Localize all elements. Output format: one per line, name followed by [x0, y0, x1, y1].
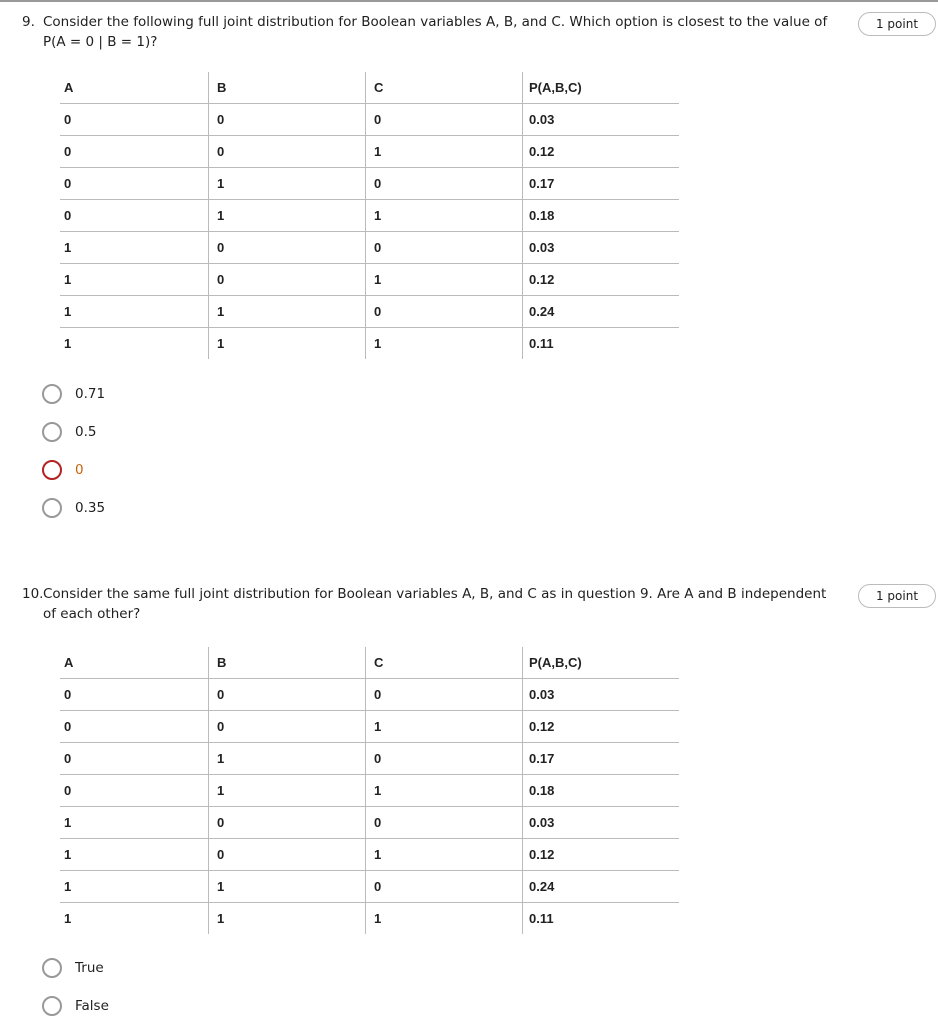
table-row: [60, 871, 679, 903]
table-cell: 0.18: [523, 200, 680, 232]
table-header-row: [60, 647, 679, 679]
table-cell: 0.17: [523, 168, 680, 200]
table-cell: 1: [209, 743, 366, 775]
table-cell: 0: [209, 264, 366, 296]
table-cell: 0.12: [523, 711, 680, 743]
column-header: A: [60, 647, 209, 679]
radio-button[interactable]: [42, 384, 62, 404]
answer-option[interactable]: [42, 384, 105, 404]
table-cell: 0: [209, 232, 366, 264]
table-cell: 1: [366, 200, 523, 232]
table-cell: 0: [60, 775, 209, 807]
radio-button[interactable]: [42, 996, 62, 1016]
table-header-row: [60, 72, 679, 104]
table-cell: 0: [209, 104, 366, 136]
option-label: False: [75, 998, 109, 1014]
table-cell: 0: [60, 168, 209, 200]
table-row: [60, 136, 679, 168]
joint-distribution-table: [60, 647, 679, 934]
option-label: 0.35: [75, 500, 106, 516]
table-cell: 1: [366, 903, 523, 935]
table-row: [60, 104, 679, 136]
table-row: [60, 296, 679, 328]
table-cell: 1: [60, 871, 209, 903]
table-cell: 1: [60, 296, 209, 328]
points-badge: 1 point: [858, 12, 936, 36]
table-row: [60, 743, 679, 775]
table-cell: 0: [366, 871, 523, 903]
option-label: 0: [75, 462, 84, 478]
question-text: Consider the same full joint distribution for Boolean variables A, B, and C as in question 9. Are A and B independent of each other?: [43, 586, 827, 622]
table-cell: 1: [60, 232, 209, 264]
table-cell: 0.12: [523, 839, 680, 871]
table-cell: 1: [209, 871, 366, 903]
table-cell: 0.11: [523, 328, 680, 360]
radio-button[interactable]: [42, 460, 62, 480]
table-cell: 0.03: [523, 679, 680, 711]
option-label: 0.5: [75, 424, 97, 440]
column-header: C: [366, 647, 523, 679]
points-badge: 1 point: [858, 584, 936, 608]
table-cell: 0.17: [523, 743, 680, 775]
table-cell: 1: [209, 200, 366, 232]
table-cell: 1: [64, 911, 72, 926]
table-cell: 0: [60, 743, 209, 775]
table-row: [60, 232, 679, 264]
table-row: [60, 679, 679, 711]
table-cell: 1: [60, 264, 209, 296]
table-cell: 1: [366, 839, 523, 871]
table-cell: 0: [60, 104, 209, 136]
table-cell: 0: [60, 679, 209, 711]
table-cell: 1: [209, 168, 366, 200]
column-header: B: [209, 647, 366, 679]
answer-option[interactable]: [42, 958, 104, 978]
table-cell: 1: [209, 328, 366, 360]
answer-option[interactable]: [42, 460, 84, 480]
table-cell: 0: [366, 679, 523, 711]
table-cell: 0.03: [523, 104, 680, 136]
table-cell: 0: [209, 839, 366, 871]
table-cell: 0.24: [523, 296, 680, 328]
table-row: [60, 903, 679, 935]
answer-option[interactable]: [42, 498, 105, 518]
radio-button[interactable]: [42, 498, 62, 518]
top-divider: [0, 0, 938, 2]
answer-option[interactable]: [42, 422, 96, 442]
table-cell: 0: [366, 296, 523, 328]
table-cell: 0: [366, 743, 523, 775]
table-cell: 0: [209, 807, 366, 839]
table-cell: 1: [366, 264, 523, 296]
table-cell: 0.11: [523, 903, 680, 935]
column-header: C: [366, 72, 523, 104]
table-cell: 0.12: [523, 264, 680, 296]
table-row: [60, 264, 679, 296]
table-cell: 1: [209, 296, 366, 328]
table-cell: 1: [60, 839, 209, 871]
table-cell: 0: [366, 232, 523, 264]
table-cell: 0: [209, 711, 366, 743]
table-cell: 0: [366, 104, 523, 136]
table-cell: 0.12: [523, 136, 680, 168]
table-row: [60, 807, 679, 839]
table-cell: 1: [209, 775, 366, 807]
table-cell: 0.03: [523, 807, 680, 839]
table-cell: 1: [366, 711, 523, 743]
table-cell: 1: [366, 328, 523, 360]
joint-distribution-table: [60, 72, 679, 359]
table-cell: 0: [366, 807, 523, 839]
table-row: [60, 839, 679, 871]
table-cell: 0: [366, 168, 523, 200]
question-number: 9.: [22, 14, 35, 30]
table-cell: 1: [209, 903, 366, 935]
table-row: [60, 200, 679, 232]
table-cell: 0: [60, 136, 209, 168]
table-cell: 0: [60, 711, 209, 743]
question-number: 10.: [22, 586, 44, 602]
table-cell: 0.24: [523, 871, 680, 903]
table-cell: 1: [366, 775, 523, 807]
table-cell: 0: [209, 679, 366, 711]
option-label: 0.71: [75, 386, 106, 402]
table-cell: 1: [64, 336, 72, 351]
table-cell: 1: [366, 136, 523, 168]
table-cell: 0: [60, 200, 209, 232]
table-cell: 1: [60, 807, 209, 839]
column-header: A: [60, 72, 209, 104]
column-header: B: [209, 72, 366, 104]
table-cell: 0.18: [523, 775, 680, 807]
column-header: P(A,B,C): [523, 647, 680, 679]
radio-button[interactable]: [42, 958, 62, 978]
table-row: [60, 168, 679, 200]
answer-option[interactable]: [42, 996, 109, 1016]
table-row: [60, 328, 679, 360]
option-label: True: [75, 960, 104, 976]
table-cell: 0.03: [523, 232, 680, 264]
table-cell: 0: [209, 136, 366, 168]
table-row: [60, 711, 679, 743]
column-header: P(A,B,C): [523, 72, 680, 104]
question-text: Consider the following full joint distribution for Boolean variables A, B, and C. Which option is closest to the value of P(A = 0 | B = 1)?: [43, 14, 828, 50]
radio-button[interactable]: [42, 422, 62, 442]
table-row: [60, 775, 679, 807]
